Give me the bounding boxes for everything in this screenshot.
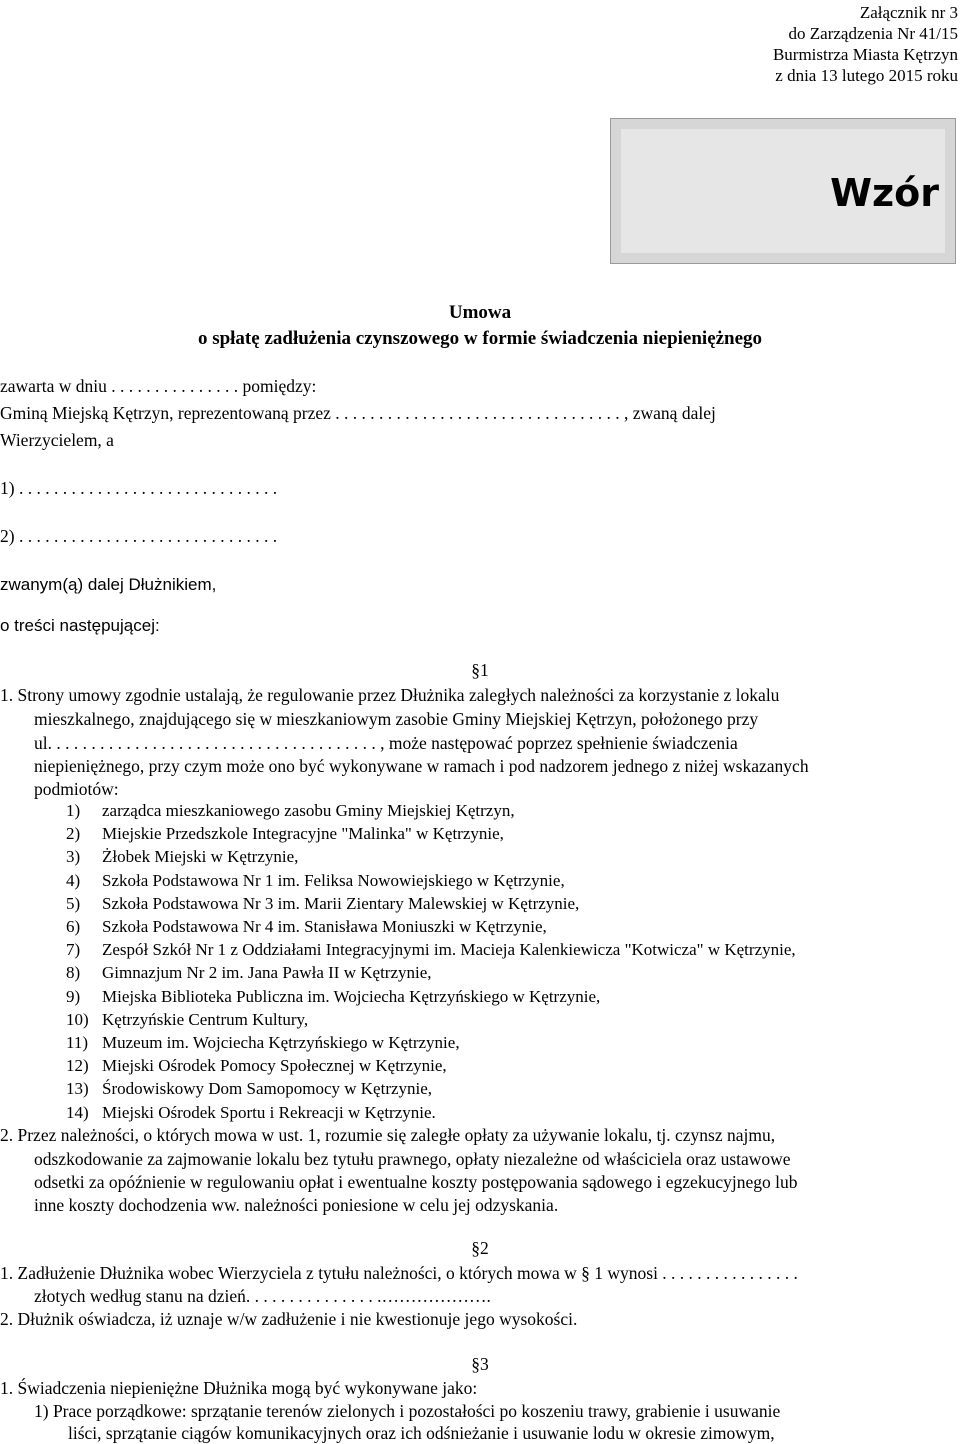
entity-list-item xyxy=(66,824,504,844)
entity-list-item xyxy=(66,894,579,914)
intro-party-1: 1) . . . . . . . . . . . . . . . . . . . . . . . . . . . . . . xyxy=(0,478,278,498)
entity-name: Miejski Ośrodek Sportu i Rekreacji w Kętrzynie. xyxy=(102,1102,436,1122)
entity-number: 14) xyxy=(66,1102,89,1122)
annex-ordinance: do Zarządzenia Nr 41/15 xyxy=(788,24,958,43)
entity-list-item xyxy=(66,871,565,891)
intro-creditor-line: Wierzycielem, a xyxy=(0,430,114,450)
s1-p2-line2: odszkodowanie za zajmowanie lokalu bez tytułu prawnego, opłaty niezależne od właściciela oraz ustawowe xyxy=(34,1149,791,1169)
entity-name: Szkoła Podstawowa Nr 1 im. Feliksa Nowowiejskiego w Kętrzynie, xyxy=(102,870,565,890)
entity-list-item xyxy=(66,963,432,983)
annex-number: Załącznik nr 3 xyxy=(859,3,958,22)
entity-list-item xyxy=(66,1103,436,1123)
entity-number: 7) xyxy=(66,940,81,960)
entity-list-item xyxy=(66,801,515,821)
entity-list-item xyxy=(66,1033,460,1053)
entity-name: Żłobek Miejski w Kętrzynie, xyxy=(102,847,299,867)
section-1-heading: §1 xyxy=(471,660,489,680)
entity-number: 5) xyxy=(66,893,81,913)
s2-p1-line2: złotych według stanu na dzień. . . . . . . . . . . . . . . .………………. xyxy=(34,1286,491,1306)
entity-name: Zespół Szkół Nr 1 z Oddziałami Integracyjnymi im. Macieja Kalenkiewicza "Kotwicza" w Kętrzynie, xyxy=(102,940,796,960)
s3-item1-line2: liści, sprzątanie ciągów komunikacyjnych oraz ich odśnieżanie i usuwanie lodu w okresie zimowym, xyxy=(68,1423,775,1443)
entity-name: Kętrzyńskie Centrum Kultury, xyxy=(102,1009,309,1029)
entity-number: 2) xyxy=(66,824,81,844)
entity-name: Szkoła Podstawowa Nr 4 im. Stanisława Moniuszki w Kętrzynie, xyxy=(102,917,547,936)
entity-name: Miejska Biblioteka Publiczna im. Wojciecha Kętrzyńskiego w Kętrzynie, xyxy=(102,986,601,1006)
entity-list-item xyxy=(66,1079,432,1099)
s1-p1-line3: ul. . . . . . . . . . . . . . . . . . . . . . . . . . . . . . . . . . . . . . , może następować poprzez spełnienie świadczenia xyxy=(34,733,738,753)
intro-debtor-line: zwanym(ą) dalej Dłużnikiem, xyxy=(0,575,217,594)
entity-list-item xyxy=(66,1056,447,1076)
section-3-heading: §3 xyxy=(471,1354,489,1374)
intro-party-2: 2) . . . . . . . . . . . . . . . . . . . . . . . . . . . . . . xyxy=(0,526,278,546)
entity-number: 6) xyxy=(66,917,81,936)
entity-number: 13) xyxy=(66,1079,89,1099)
document-title: Umowa xyxy=(448,302,512,323)
annex-date: z dnia 13 lutego 2015 roku xyxy=(775,66,958,85)
annex-authority: Burmistrza Miasta Kętrzyn xyxy=(772,45,958,64)
s1-p2-line3: odsetki za opóźnienie w regulowaniu opłat i ewentualne koszty postępowania sądowego i egzekucyjnego lub xyxy=(34,1172,798,1192)
entity-name: Gimnazjum Nr 2 im. Jana Pawła II w Kętrzynie, xyxy=(102,963,432,983)
entity-name: Szkoła Podstawowa Nr 3 im. Marii Zientary Malewskiej w Kętrzynie, xyxy=(102,893,580,913)
intro-municipality-line: Gminą Miejską Kętrzyn, reprezentowaną przez . . . . . . . . . . . . . . . . . . . . . . . . . . . . . . . . . , zwaną dalej xyxy=(0,403,716,423)
entity-number: 4) xyxy=(66,870,81,890)
entity-number: 10) xyxy=(66,1009,89,1029)
s1-p2-line1: 2. Przez należności, o których mowa w ust. 1, rozumie się zaległe opłaty za używanie lokalu, tj. czynsz najmu, xyxy=(0,1125,776,1145)
entity-number: 12) xyxy=(66,1056,89,1076)
entity-name: zarządca mieszkaniowego zasobu Gminy Miejskiej Kętrzyn, xyxy=(102,801,515,820)
section-2-heading: §2 xyxy=(471,1238,489,1258)
entity-list-item xyxy=(66,940,796,960)
entity-number: 3) xyxy=(66,847,81,867)
s1-p1-line2: mieszkalnego, znajdującego się w mieszkaniowym zasobie Gminy Miejskiej Kętrzyn, położonego przy xyxy=(34,709,759,729)
entity-number: 11) xyxy=(66,1033,89,1052)
entity-list-item xyxy=(66,987,600,1007)
template-stamp-label: Wzór xyxy=(830,171,939,215)
entity-number: 1) xyxy=(66,801,81,820)
s3-p1: 1. Świadczenia niepieniężne Dłużnika mogą być wykonywane jako: xyxy=(0,1378,478,1398)
s2-p1-line1: 1. Zadłużenie Dłużnika wobec Wierzyciela z tytułu należności, o których mowa w § 1 wynosi . . . . . . . . . . . . . . . . xyxy=(0,1263,798,1283)
entity-name: Miejskie Przedszkole Integracyjne "Malinka" w Kętrzynie, xyxy=(102,824,504,844)
entity-number: 8) xyxy=(66,963,81,983)
s2-p2: 2. Dłużnik oświadcza, iż uznaje w/w zadłużenie i nie kwestionuje jego wysokości. xyxy=(0,1309,578,1329)
s1-p2-line4: inne koszty dochodzenia ww. należności poniesione w celu jej odzyskania. xyxy=(34,1195,559,1215)
s1-p1-line1: 1. Strony umowy zgodnie ustalają, że regulowanie przez Dłużnika zaległych należności za korzystanie z lokalu xyxy=(0,685,780,705)
entity-number: 9) xyxy=(66,986,81,1006)
entity-list-item xyxy=(66,1010,308,1030)
entity-list-item xyxy=(66,847,298,867)
s1-p1-line5: podmiotów: xyxy=(34,779,119,799)
entity-name: Miejski Ośrodek Pomocy Społecznej w Kętrzynie, xyxy=(102,1056,447,1076)
entity-name: Muzeum im. Wojciecha Kętrzyńskiego w Kętrzynie, xyxy=(102,1033,460,1052)
s1-p1-line4: niepieniężnego, przy czym może ono być wykonywane w ramach i pod nadzorem jednego z niżej wskazanych xyxy=(34,756,809,776)
annex-header xyxy=(773,2,958,86)
template-stamp xyxy=(610,118,956,264)
intro-date-line: zawarta w dniu . . . . . . . . . . . . . . . pomiędzy: xyxy=(0,376,317,396)
entity-name: Środowiskowy Dom Samopomocy w Kętrzynie, xyxy=(102,1079,433,1099)
intro-content-line: o treści następującej: xyxy=(0,616,160,635)
entity-list-item xyxy=(66,917,547,937)
document-subtitle: o spłatę zadłużenia czynszowego w formie świadczenia niepieniężnego xyxy=(197,328,763,349)
s3-item1-line1: 1) Prace porządkowe: sprzątanie terenów zielonych i pozostałości po koszeniu trawy, grabienie i usuwanie xyxy=(34,1401,781,1421)
